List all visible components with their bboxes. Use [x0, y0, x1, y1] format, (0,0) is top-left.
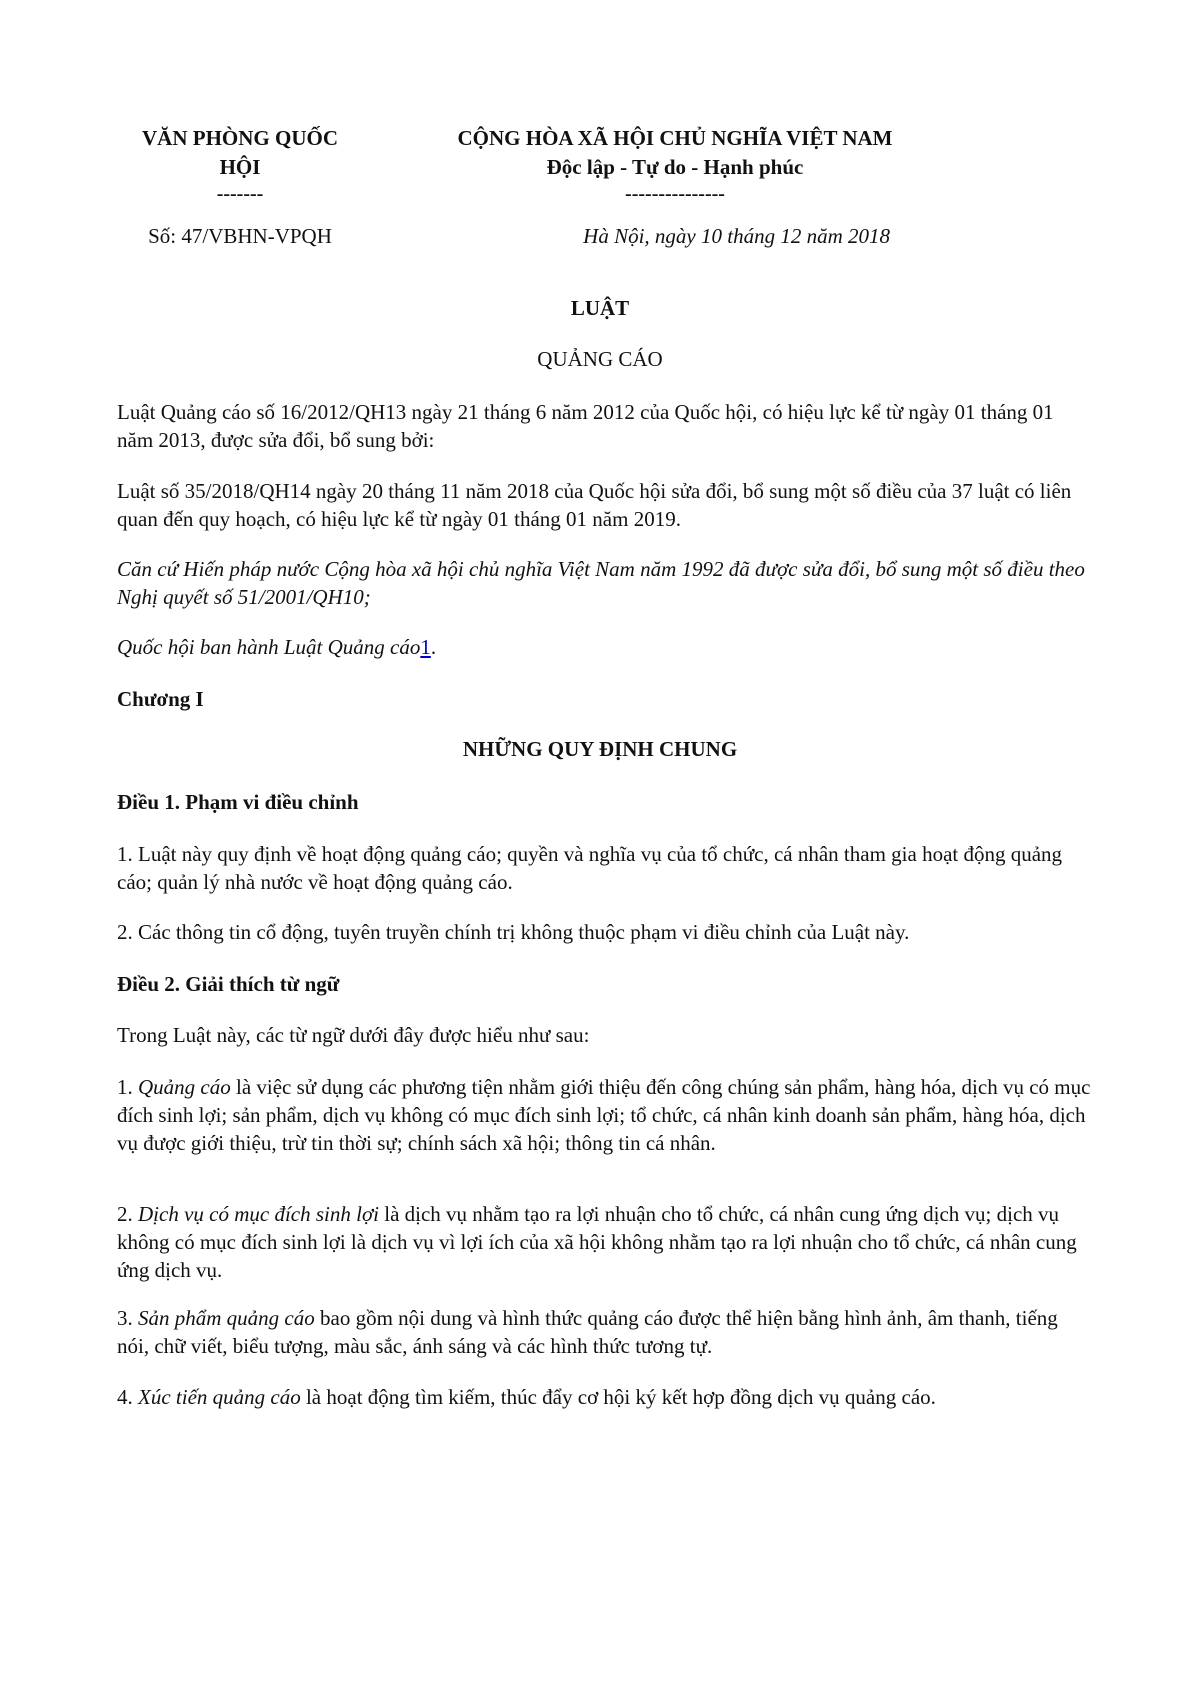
intro-paragraph-1: Luật Quảng cáo số 16/2012/QH13 ngày 21 tháng 6 năm 2012 của Quốc hội, có hiệu lực kể từ ngày 01 tháng 01 năm 2013, được sửa đổi, bổ sung bởi:: [117, 400, 1054, 452]
article-2-lead: Trong Luật này, các từ ngữ dưới đây được hiểu như sau:: [117, 1023, 590, 1047]
document-name: QUẢNG CÁO: [537, 347, 663, 371]
article-2-definition-2: [117, 1200, 1092, 1284]
article-1-heading: Điều 1. Phạm vi điều chỉnh: [117, 790, 359, 814]
definition-1-term: Quảng cáo: [138, 1075, 231, 1099]
footnote-link[interactable]: 1: [420, 635, 431, 659]
document-type: LUẬT: [570, 296, 630, 320]
issuing-agency-block: [110, 124, 370, 251]
country-name: CỘNG HÒA XÃ HỘI CHỦ NGHĨA VIỆT NAM: [457, 126, 893, 150]
definition-1-text: là việc sử dụng các phương tiện nhằm giới thiệu đến công chúng sản phẩm, hàng hóa, dịch vụ có mục đích sinh lợi; sản phẩm, dịch vụ không có mục đích sinh lợi; tổ chức, cá nhân kinh doanh sản phẩm, hàng hóa, dịch vụ được giới thiệu, trừ tin thời sự; chính sách xã hội; thông tin cá nhân.: [117, 1075, 1091, 1155]
definition-3-number: 3.: [117, 1306, 138, 1330]
promulgation-paragraph: [117, 633, 1092, 661]
definition-4-term: Xúc tiến quảng cáo: [138, 1385, 301, 1409]
document-number: Số: 47/VBHN-VPQH: [148, 224, 332, 248]
place-and-date: Hà Nội, ngày 10 tháng 12 năm 2018: [583, 224, 890, 248]
promulgation-text: Quốc hội ban hành Luật Quảng cáo: [117, 635, 421, 659]
definition-2-text: là dịch vụ nhằm tạo ra lợi nhuận cho tổ chức, cá nhân cung ứng dịch vụ; dịch vụ không có mục đích sinh lợi là dịch vụ vì lợi ích của xã hội không nhằm tạo ra lợi nhuận cho tổ chức, cá nhân cung ứng dịch vụ.: [117, 1202, 1077, 1282]
article-1-clause-2: 2. Các thông tin cổ động, tuyên truyền chính trị không thuộc phạm vi điều chỉnh của Luật này.: [117, 920, 910, 944]
chapter-title: NHỮNG QUY ĐỊNH CHUNG: [462, 737, 738, 761]
legal-basis-paragraph: Căn cứ Hiến pháp nước Cộng hòa xã hội chủ nghĩa Việt Nam năm 1992 đã được sửa đổi, bổ sung một số điều theo Nghị quyết số 51/2001/QH10;: [117, 557, 1085, 609]
article-1-clause-1: 1. Luật này quy định về hoạt động quảng cáo; quyền và nghĩa vụ của tổ chức, cá nhân tham gia hoạt động quảng cáo; quản lý nhà nước về hoạt động quảng cáo.: [117, 842, 1063, 894]
definition-2-number: 2.: [117, 1202, 138, 1226]
article-2-definition-1: [117, 1073, 1092, 1157]
definition-3-text: bao gồm nội dung và hình thức quảng cáo được thể hiện bằng hình ảnh, âm thanh, tiếng nói, chữ viết, biểu tượng, màu sắc, ánh sáng và các hình thức tương tự.: [117, 1306, 1058, 1358]
agency-divider: -------: [216, 183, 264, 205]
definition-4-number: 4.: [117, 1385, 138, 1409]
article-2-definition-3: [117, 1304, 1092, 1360]
definition-1-number: 1.: [117, 1075, 138, 1099]
definition-2-term: Dịch vụ có mục đích sinh lợi: [138, 1202, 379, 1226]
definition-4-text: là hoạt động tìm kiếm, thúc đẩy cơ hội ký kết hợp đồng dịch vụ quảng cáo.: [300, 1385, 936, 1409]
chapter-label: Chương I: [117, 687, 204, 711]
promulgation-period: .: [430, 635, 437, 659]
agency-name-line2: HỘI: [219, 155, 261, 179]
agency-name-line1: VĂN PHÒNG QUỐC: [142, 126, 338, 150]
article-2-definition-4: [117, 1383, 1092, 1411]
national-motto: Độc lập - Tự do - Hạnh phúc: [546, 155, 804, 179]
definition-3-term: Sản phẩm quảng cáo: [138, 1306, 315, 1330]
national-motto-block: [410, 124, 940, 251]
motto-divider: ---------------: [625, 183, 725, 205]
intro-paragraph-2: Luật số 35/2018/QH14 ngày 20 tháng 11 năm 2018 của Quốc hội sửa đổi, bổ sung một số điều của 37 luật có liên quan đến quy hoạch, có hiệu lực kể từ ngày 01 tháng 01 năm 2019.: [117, 479, 1072, 531]
article-2-heading: Điều 2. Giải thích từ ngữ: [117, 972, 340, 996]
